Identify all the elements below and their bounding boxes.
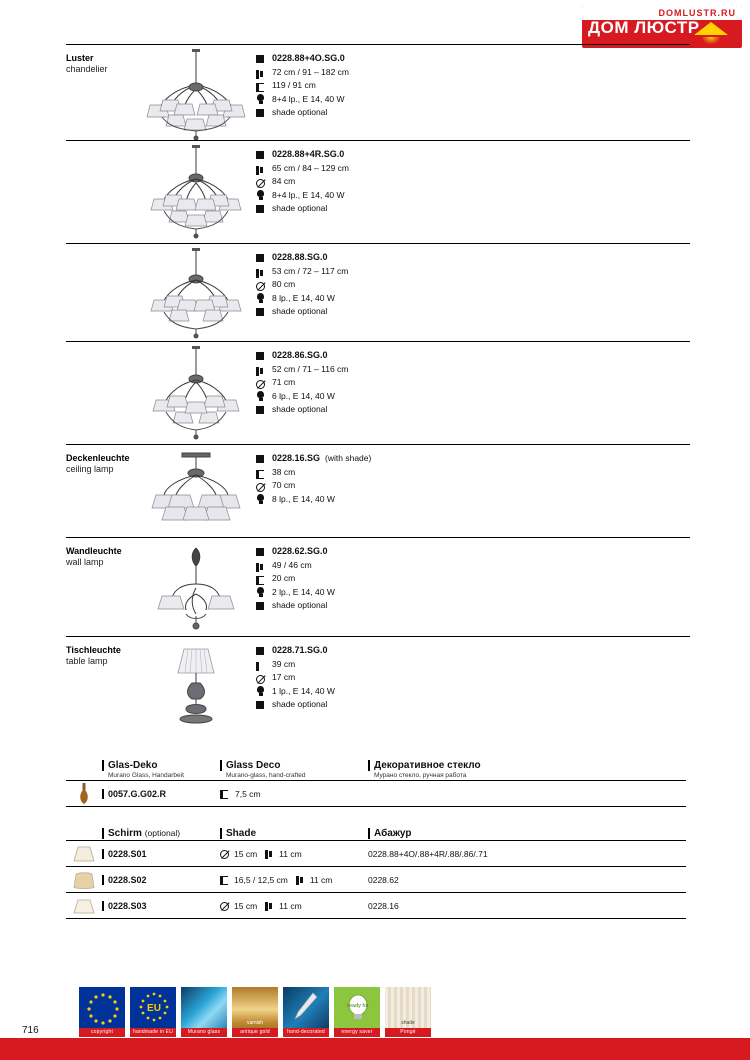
shade-icon	[256, 701, 264, 709]
product-image-table-lamp-1	[142, 641, 250, 732]
shade-icon	[256, 205, 264, 213]
product-row	[66, 537, 690, 636]
glass-deco-table	[66, 760, 686, 807]
diameter-icon	[256, 483, 265, 492]
antique-gold-icon: varnish antique gold	[231, 986, 279, 1038]
square-icon	[256, 55, 264, 63]
shade-size: 16,5 / 12,5 cm 11 cm	[220, 875, 368, 885]
shade-code: 0228.S01	[102, 849, 220, 859]
height-width-icon	[265, 901, 276, 911]
bulb-icon	[256, 293, 267, 303]
product-row	[66, 44, 690, 140]
product-image-chandelier-8plus4-outer	[142, 49, 250, 140]
table-row	[66, 781, 686, 807]
diameter-icon	[256, 380, 265, 389]
product-specs: 0228.86.SG.0 52 cm / 71 – 116 cm 71 cm 6 lp., E 14, 40 W shade optional	[250, 346, 690, 444]
brand-name-line2: ЛЮСТР	[634, 18, 700, 37]
height-icon	[256, 467, 267, 477]
glass-deco-code: 0057.G.G02.R	[102, 789, 220, 799]
product-image-chandelier-8plus4-round	[142, 145, 250, 243]
shade-fits: 0228.88+4O/.88+4R/.88/.86/.71	[368, 848, 488, 859]
glass-deco-sub-de: Murano Glass, Handarbeit	[108, 772, 184, 779]
height-width-icon	[256, 659, 267, 669]
product-name	[66, 248, 142, 341]
shade-title-ru: Абажур	[368, 828, 686, 839]
code-suffix: (with shade)	[325, 453, 372, 463]
product-specs: 0228.62.SG.0 49 / 46 cm 20 cm 2 lp., E 14, 40 W shade optional	[250, 542, 690, 636]
product-row	[66, 140, 690, 243]
swatch-header-cell	[66, 828, 102, 839]
shade-oval-swatch	[66, 871, 102, 889]
shade-icon	[256, 406, 264, 414]
shade-title-en: Shade	[220, 828, 368, 839]
energy-saver-icon: ready for energy saver	[333, 986, 381, 1038]
diameter-icon	[256, 675, 265, 684]
height-width-icon	[256, 163, 267, 173]
square-icon	[256, 254, 264, 262]
shade-icon	[256, 109, 264, 117]
diameter-icon	[256, 282, 265, 291]
product-name: Tischleuchte table lamp	[66, 645, 121, 666]
shade-size: 15 cm 11 cm	[220, 901, 368, 911]
square-icon	[256, 352, 264, 360]
height-width-icon	[256, 67, 267, 77]
diameter-icon	[220, 902, 229, 911]
footer-icon-strip	[78, 986, 432, 1038]
hand-decorated-icon: hand-decorated	[282, 986, 330, 1038]
square-icon	[256, 548, 264, 556]
shade-icon	[256, 308, 264, 316]
product-row	[66, 341, 690, 444]
murano-glass-icon: Murano glass	[180, 986, 228, 1038]
product-name: Wandleuchte wall lamp	[66, 546, 122, 567]
product-name	[66, 145, 142, 243]
brand-site-url: DOMLUSTR.RU	[582, 6, 742, 20]
diameter-icon	[220, 850, 229, 859]
shade-fits: 0228.16	[368, 900, 399, 911]
product-specs: 0228.16.SG (with shade) 38 cm 70 cm 8 lp., E 14, 40 W	[250, 449, 690, 537]
bulb-icon	[256, 587, 267, 597]
footer-red-bar	[0, 1038, 750, 1060]
table-row	[66, 867, 686, 893]
product-row	[66, 636, 690, 732]
glass-deco-size: 7,5 cm	[220, 789, 368, 799]
product-specs: 0228.88+4R.SG.0 65 cm / 84 – 129 cm 84 cm 8+4 lp., E 14, 40 W shade optional	[250, 145, 690, 243]
product-specs: 0228.88.SG.0 53 cm / 72 – 117 cm 80 cm 8 lp., E 14, 40 W shade optional	[250, 248, 690, 341]
glass-deco-title-ru: Декоративное стекло	[368, 760, 686, 771]
product-row	[66, 243, 690, 341]
height-width-icon	[256, 560, 267, 570]
glass-deco-title-en: Glass Deco	[220, 760, 368, 771]
shade-code: 0228.S02	[102, 875, 220, 885]
height-icon	[220, 789, 231, 799]
table-row	[66, 841, 686, 867]
shade-round-swatch	[66, 897, 102, 915]
bulb-icon	[256, 190, 267, 200]
product-specs: 0228.71.SG.0 39 cm 17 cm 1 lp., E 14, 40 W shade optional	[250, 641, 690, 732]
brand-name-line1: ДОМ	[588, 18, 629, 37]
square-icon	[256, 151, 264, 159]
glass-drop-swatch	[66, 783, 102, 805]
shade-title-de: Schirm (optional)	[102, 828, 220, 839]
height-icon	[256, 574, 267, 584]
bulb-icon	[256, 494, 267, 504]
square-icon	[256, 647, 264, 655]
height-icon	[256, 81, 267, 91]
shade-size: 15 cm 11 cm	[220, 849, 368, 859]
eu-flag-icon: copyright	[78, 986, 126, 1038]
product-name	[66, 346, 142, 444]
bulb-icon	[256, 94, 267, 104]
glass-deco-header	[66, 760, 686, 781]
svg-text:ready for: ready for	[347, 1003, 369, 1009]
shade-code: 0228.S03	[102, 901, 220, 911]
bulb-icon	[256, 391, 267, 401]
table-row	[66, 893, 686, 919]
diameter-icon	[256, 179, 265, 188]
height-width-icon	[265, 849, 276, 859]
page-number: 716	[22, 1025, 39, 1036]
product-image-chandelier-8	[142, 248, 250, 341]
height-width-icon	[256, 266, 267, 276]
shade-table	[66, 828, 686, 919]
shade-icon	[256, 602, 264, 610]
glass-deco-title-de: Glas-Deko	[102, 760, 220, 771]
svg-text:EU: EU	[147, 1003, 161, 1014]
product-specs: 0228.88+4O.SG.0 72 cm / 91 – 182 cm 119 / 91 cm 8+4 lp., E 14, 40 W shade optional	[250, 49, 690, 140]
square-icon	[256, 455, 264, 463]
height-width-icon	[296, 875, 307, 885]
product-row	[66, 444, 690, 537]
shade-cone-swatch	[66, 845, 102, 863]
glass-deco-sub-en: Murano-glass, hand-crafted	[226, 772, 306, 779]
product-name: Deckenleuchte ceiling lamp	[66, 453, 130, 474]
product-image-ceiling-lamp-8	[142, 449, 250, 537]
product-image-wall-lamp-2	[142, 542, 250, 636]
shade-header	[66, 828, 686, 841]
swatch-header-cell	[66, 760, 102, 779]
product-image-chandelier-6	[142, 346, 250, 444]
shade-pongé-icon: shade Pongé	[384, 986, 432, 1038]
glass-deco-sub-ru: Мурано стекло, ручная работа	[374, 772, 467, 779]
height-icon	[220, 875, 231, 885]
bulb-icon	[256, 686, 267, 696]
shade-fits: 0228.62	[368, 874, 399, 885]
height-width-icon	[256, 364, 267, 374]
eu-handmade-icon: EU handmade in EU	[129, 986, 177, 1038]
product-name: Luster chandelier	[66, 53, 108, 74]
